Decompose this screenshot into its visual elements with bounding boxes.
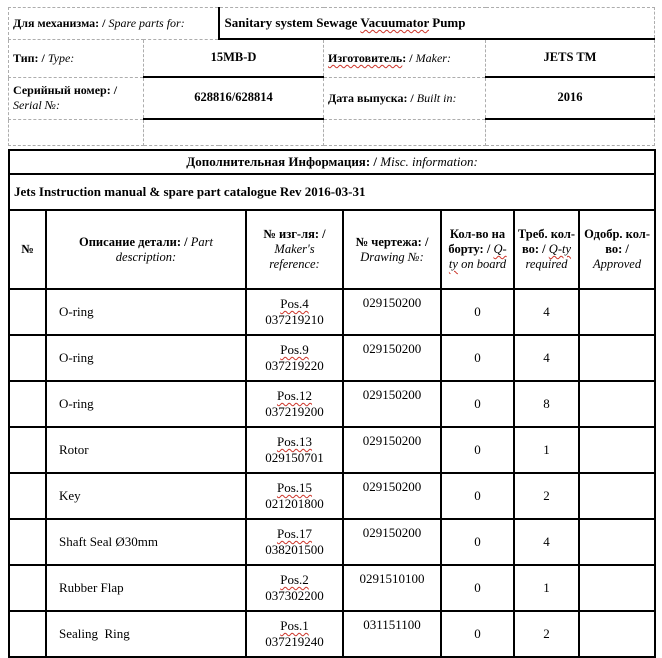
- row-number-cell: [9, 289, 46, 335]
- parts-table: [8, 149, 656, 658]
- part-description-cell: Key: [46, 473, 246, 519]
- machine-info-table: [8, 7, 655, 146]
- maker-reference-number: 021201800: [265, 496, 324, 511]
- qty-on-board-cell: 0: [441, 427, 514, 473]
- qty-on-board-cell: 0: [441, 611, 514, 657]
- misspelled-word: Pos.4: [280, 296, 309, 311]
- maker-reference-cell: [246, 381, 343, 427]
- drawing-number-cell: 0291510100: [343, 565, 441, 611]
- misc-information-header-row: [9, 150, 655, 174]
- built-in-label: Дата выпуска: / Built in:: [324, 77, 486, 119]
- col-qty-on-board-header: Кол-во на борту: / Q-ty on board: [441, 210, 514, 289]
- drawing-number-cell: 029150200: [343, 519, 441, 565]
- maker-reference-cell: [246, 335, 343, 381]
- misc-information-note-row: [9, 174, 655, 210]
- misspelled-word: Pos.9: [280, 342, 309, 357]
- col-description-header: Описание детали: / Part description:: [46, 210, 246, 289]
- maker-reference-number: 037219200: [265, 404, 324, 419]
- row-number-cell: [9, 565, 46, 611]
- row-number-cell: [9, 611, 46, 657]
- misspelled-word: Pos.12: [276, 388, 313, 403]
- qty-on-board-cell: 0: [441, 519, 514, 565]
- maker-reference-number: 037302200: [265, 588, 324, 603]
- misspelled-word: Pos.17: [276, 526, 313, 541]
- serial-number-label: Серийный номер: / Serial №:: [9, 77, 144, 119]
- drawing-number-cell: 029150200: [343, 473, 441, 519]
- misc-information-note: Jets Instruction manual & spare part catalogue Rev 2016-03-31: [9, 174, 655, 210]
- qty-required-cell: 2: [514, 473, 579, 519]
- built-in-value: 2016: [486, 77, 655, 119]
- table-row: [9, 611, 655, 657]
- qty-on-board-cell: 0: [441, 473, 514, 519]
- row-number-cell: [9, 519, 46, 565]
- maker-label: Изготовитель: / Maker:: [324, 39, 486, 77]
- drawing-number-cell: 029150200: [343, 381, 441, 427]
- part-description-cell: O-ring: [46, 335, 246, 381]
- parts-table-body: [9, 289, 655, 657]
- table-row: [9, 335, 655, 381]
- part-description-cell: Rotor: [46, 427, 246, 473]
- approved-cell: [579, 519, 655, 565]
- table-row: [9, 565, 655, 611]
- type-value: 15MB-D: [144, 39, 324, 77]
- misspelled-word: Q-ty: [548, 242, 572, 256]
- drawing-number-cell: 029150200: [343, 427, 441, 473]
- maker-reference-cell: [246, 427, 343, 473]
- maker-reference-number: 029150701: [265, 450, 324, 465]
- drawing-number-cell: 029150200: [343, 335, 441, 381]
- misspelled-word: Vacuumator: [360, 14, 430, 30]
- misspelled-word: Изготовитель: [328, 50, 403, 65]
- misspelled-word: Q-ty: [448, 242, 507, 271]
- table-row: [9, 381, 655, 427]
- approved-cell: [579, 611, 655, 657]
- table-row: [9, 473, 655, 519]
- spare-parts-for-row: [9, 8, 655, 40]
- row-number-cell: [9, 473, 46, 519]
- approved-cell: [579, 473, 655, 519]
- empty-cell: [144, 119, 324, 146]
- maker-reference-cell: [246, 519, 343, 565]
- table-row: [9, 289, 655, 335]
- approved-cell: [579, 381, 655, 427]
- qty-required-cell: 4: [514, 335, 579, 381]
- row-number-cell: [9, 381, 46, 427]
- type-label: Тип: / Type:: [9, 39, 144, 77]
- serial-built-row: [9, 77, 655, 119]
- empty-cell: [324, 119, 486, 146]
- maker-value: JETS TM: [486, 39, 655, 77]
- col-qty-required-header: Треб. кол-во: / Q-ty required: [514, 210, 579, 289]
- misspelled-word: Pos.13: [276, 434, 313, 449]
- approved-cell: [579, 565, 655, 611]
- drawing-number-cell: 031151100: [343, 611, 441, 657]
- approved-cell: [579, 427, 655, 473]
- col-number-header: №: [9, 210, 46, 289]
- empty-cell: [9, 119, 144, 146]
- maker-reference-number: 037219220: [265, 358, 324, 373]
- maker-reference-number: 037219240: [265, 634, 324, 649]
- row-number-cell: [9, 427, 46, 473]
- col-drawing-number-header: № чертежа: / Drawing №:: [343, 210, 441, 289]
- col-maker-reference-header: № изг-ля: / Maker's reference:: [246, 210, 343, 289]
- col-approved-header: Одобр. кол-во: / Approved: [579, 210, 655, 289]
- maker-reference-cell: [246, 611, 343, 657]
- row-number-cell: [9, 335, 46, 381]
- qty-required-cell: 1: [514, 427, 579, 473]
- serial-number-value: 628816/628814: [144, 77, 324, 119]
- maker-reference-number: 037219210: [265, 312, 324, 327]
- maker-reference-cell: [246, 565, 343, 611]
- qty-required-cell: 4: [514, 289, 579, 335]
- spare-parts-for-value: Sanitary system Sewage Vacuumator Pump: [219, 8, 655, 40]
- qty-on-board-cell: 0: [441, 289, 514, 335]
- spare-parts-for-label: Для механизма: / Spare parts for:: [9, 8, 219, 40]
- qty-required-cell: 1: [514, 565, 579, 611]
- qty-required-cell: 2: [514, 611, 579, 657]
- maker-reference-cell: [246, 473, 343, 519]
- empty-cell: [486, 119, 655, 146]
- parts-header-row: [9, 210, 655, 289]
- misspelled-word: Pos.1: [280, 618, 309, 633]
- part-description-cell: O-ring: [46, 289, 246, 335]
- part-description-cell: Rubber Flap: [46, 565, 246, 611]
- misc-information-title: Дополнительная Информация: / Misc. information:: [9, 150, 655, 174]
- qty-on-board-cell: 0: [441, 381, 514, 427]
- table-row: [9, 519, 655, 565]
- misspelled-word: Pos.15: [276, 480, 313, 495]
- maker-reference-cell: [246, 289, 343, 335]
- qty-required-cell: 8: [514, 381, 579, 427]
- misspelled-word: Pos.2: [280, 572, 309, 587]
- approved-cell: [579, 289, 655, 335]
- table-row: [9, 427, 655, 473]
- drawing-number-cell: 029150200: [343, 289, 441, 335]
- empty-row: [9, 119, 655, 146]
- part-description-cell: O-ring: [46, 381, 246, 427]
- part-description-cell: Shaft Seal Ø30mm: [46, 519, 246, 565]
- qty-on-board-cell: 0: [441, 565, 514, 611]
- qty-on-board-cell: 0: [441, 335, 514, 381]
- qty-required-cell: 4: [514, 519, 579, 565]
- maker-reference-number: 038201500: [265, 542, 324, 557]
- part-description-cell: Sealing Ring: [46, 611, 246, 657]
- type-maker-row: [9, 39, 655, 77]
- approved-cell: [579, 335, 655, 381]
